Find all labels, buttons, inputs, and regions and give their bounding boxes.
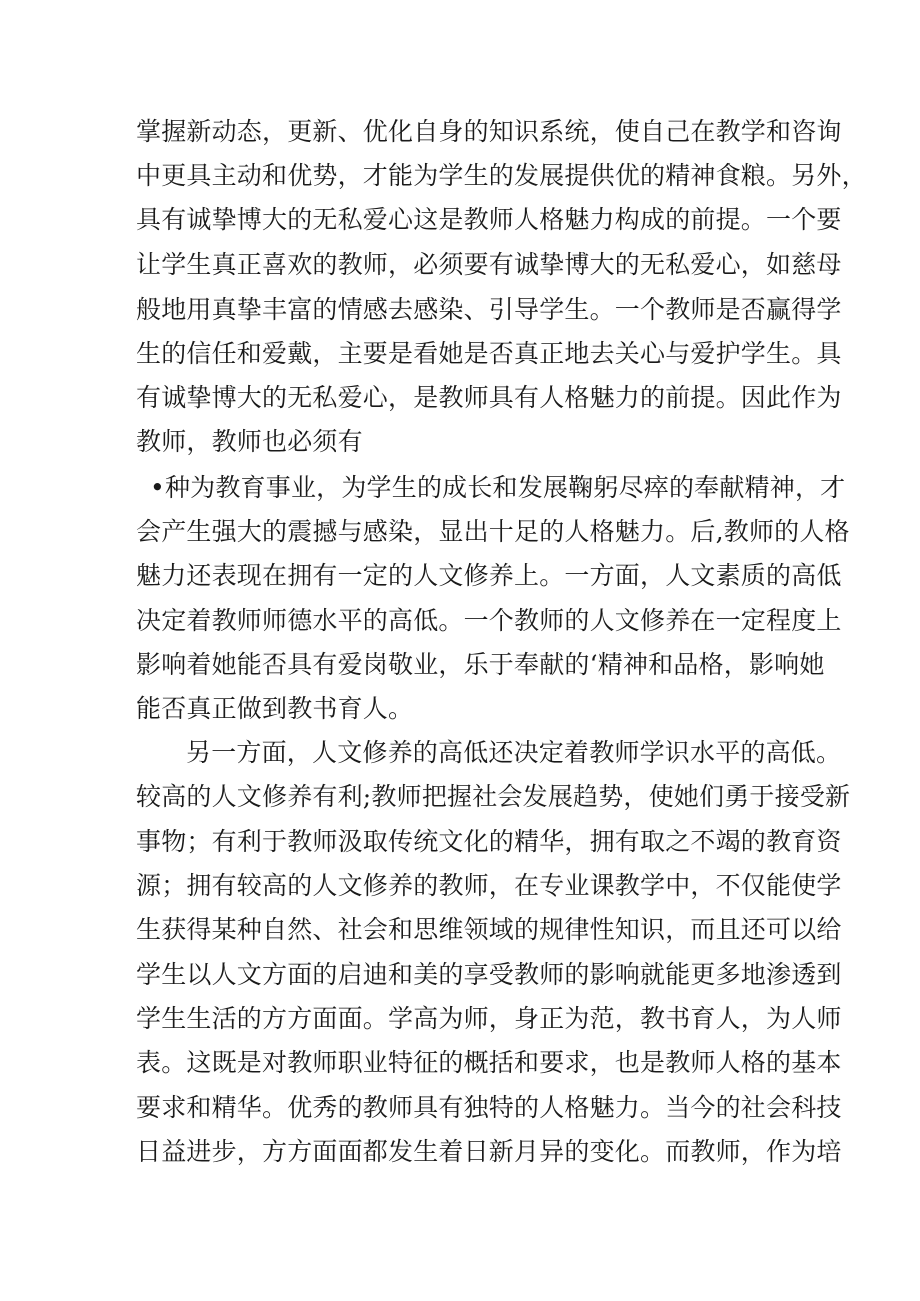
text-line: 能否真正做到教书育人。 bbox=[136, 694, 414, 723]
text-line: 要求和精华。优秀的教师具有独特的人格魅力。当今的社会科技 bbox=[136, 1093, 842, 1122]
text-line: 生获得某种自然、社会和思维领域的规律性知识，而且还可以给 bbox=[136, 915, 842, 944]
text-line: 表。这既是对教师职业特征的概括和要求，也是教师人格的基本 bbox=[136, 1048, 842, 1077]
text-line: 源；拥有较高的人文修养的教师，在专业课教学中，不仅能使学 bbox=[136, 871, 842, 900]
text-line: 教师，教师也必须有 bbox=[136, 427, 363, 456]
text-line: 具有诚挚博大的无私爱心这是教师人格魅力构成的前提。一个要 bbox=[136, 205, 842, 234]
text-line: 决定着教师师德水平的高低。一个教师的人文修养在一定程度上 bbox=[136, 606, 842, 635]
text-line: 学生以人文方面的启迪和美的享受教师的影响就能更多地渗透到 bbox=[136, 960, 842, 989]
text-line: 学生生活的方方面面。学高为师，身正为范，教书育人，为人师 bbox=[136, 1004, 842, 1033]
text-line: 中更具主动和优势，才能为学生的发展提供优的精神食粮。另外， bbox=[136, 161, 867, 190]
text-line: 般地用真挚丰富的情感去感染、引导学生。一个教师是否赢得学 bbox=[136, 295, 842, 324]
paragraph-first-line: 另一方面，人文修养的高低还决定着教师学识水平的高低。 bbox=[186, 738, 842, 767]
text-line: 掌握新动态，更新、优化自身的知识系统，使自己在教学和咨询 bbox=[136, 117, 842, 146]
text-line: 生的信任和爱戴，主要是看她是否真正地去关心与爱护学生。具 bbox=[136, 339, 842, 368]
text-line: 会产生强大的震撼与感染，显出十足的人格魅力。后,教师的人格 bbox=[136, 517, 850, 546]
text-line: 事物；有利于教师汲取传统文化的精华，拥有取之不竭的教育资 bbox=[136, 827, 842, 856]
text-line: 魅力还表现在拥有一定的人文修养上。一方面，人文素质的高低 bbox=[136, 561, 842, 590]
text-line: 较高的人文修养有利;教师把握社会发展趋势，使她们勇于接受新 bbox=[136, 782, 851, 811]
text-line: 让学生真正喜欢的教师，必须要有诚挚博大的无私爱心，如慈母 bbox=[136, 250, 842, 279]
text-line: 日益进步，方方面面都发生着日新月异的变化。而教师，作为培 bbox=[136, 1137, 842, 1166]
bullet-text-line: •种为教育事业，为学生的成长和发展鞠躬尽瘁的奉献精神，才 bbox=[150, 473, 846, 502]
text-line: 影响着她能否具有爱岗敬业，乐于奉献的‘精神和品格，影响她 bbox=[136, 650, 825, 679]
text-line: 有诚挚博大的无私爱心，是教师具有人格魅力的前提。因此作为 bbox=[136, 383, 842, 412]
